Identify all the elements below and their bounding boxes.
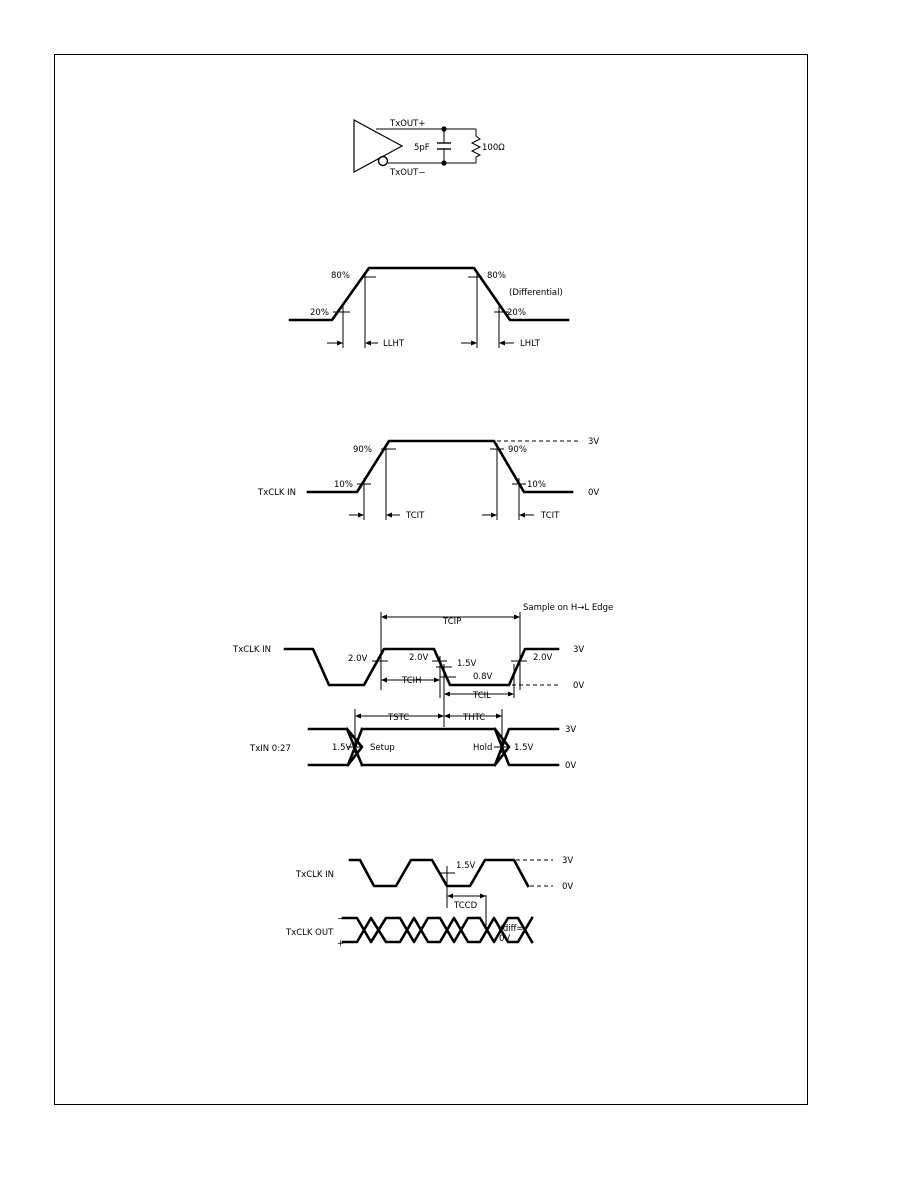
label-differential: (Differential): [509, 288, 563, 298]
label-0v: 0V: [588, 488, 600, 498]
arrowhead: [471, 341, 477, 346]
label-sample-note: Sample on H→L Edge: [523, 603, 614, 613]
label-90-left: 90%: [353, 445, 372, 455]
label-20v-a: 2.0V: [348, 654, 368, 664]
label-tcit-left: TCIT: [406, 511, 425, 521]
label-3v: 3V: [562, 856, 574, 866]
label-vdiff: Vdiff=: [497, 924, 524, 934]
label-08v: 0.8V: [473, 672, 493, 682]
label-plus: +: [337, 939, 345, 949]
label-80-right: 80%: [487, 271, 506, 281]
label-20v-c: 2.0V: [533, 653, 553, 663]
label-0v: 0V: [562, 882, 574, 892]
arrowhead: [447, 894, 453, 899]
label-0v-clk: 0V: [573, 681, 585, 691]
label-vdiff-val: 0V: [499, 934, 511, 944]
arrowhead: [386, 513, 392, 518]
txout-neg-label: TxOUT−: [390, 168, 426, 178]
arrowhead: [438, 714, 444, 719]
label-llht: LLHT: [383, 339, 405, 349]
label-minus: −: [337, 914, 345, 924]
arrowhead: [434, 678, 440, 683]
txout-pos-label: TxOUT+: [390, 119, 426, 129]
label-txin: TxIN 0:27: [250, 744, 291, 754]
label-setup: Setup: [370, 743, 395, 753]
label-20v-b: 2.0V: [409, 653, 429, 663]
label-thtc: THTC: [463, 713, 486, 723]
label-0v-data: 0V: [565, 761, 577, 771]
arrowhead: [355, 714, 361, 719]
arrowhead: [381, 615, 387, 620]
res-label: 100Ω: [482, 143, 505, 153]
arrowhead: [491, 513, 497, 518]
label-80-left: 80%: [331, 271, 350, 281]
label-15v-left: 1.5V: [332, 743, 352, 753]
label-3v-data: 3V: [565, 725, 577, 735]
label-20-right: 20%: [507, 308, 526, 318]
label-tcip: TCIP: [443, 617, 462, 627]
arrowhead: [444, 714, 450, 719]
setup-hold-diagram: [232, 603, 613, 771]
test-load-circuit: [354, 119, 505, 178]
arrowhead: [444, 692, 450, 697]
label-txclk-in: TxCLK IN: [233, 645, 272, 655]
delay-clock-in-waveform: [350, 860, 528, 886]
label-hold: Hold: [473, 743, 493, 753]
lvds-rise-fall-diagram: [290, 268, 568, 349]
label-lhlt: LHLT: [520, 339, 540, 349]
label-3v-clk: 3V: [573, 645, 585, 655]
arrowhead: [514, 615, 520, 620]
label-3v: 3V: [588, 437, 600, 447]
label-tccd: TCCD: [454, 901, 478, 911]
label-tstc: TSTC: [388, 713, 410, 723]
clock-rise-fall-diagram: [257, 437, 599, 521]
label-txclk-in: TxCLK IN: [296, 870, 335, 880]
label-10-right: 10%: [527, 480, 546, 490]
resistor-zigzag: [472, 136, 480, 157]
label-15v: 1.5V: [456, 861, 476, 871]
arrowhead: [337, 341, 343, 346]
clock-delay-diagram: [285, 856, 573, 949]
arrowhead: [508, 692, 514, 697]
label-tcit-right: TCIT: [541, 511, 560, 521]
arrowhead: [519, 513, 525, 518]
arrowhead: [480, 894, 486, 899]
label-tcl: TCIL: [473, 691, 491, 701]
arrowhead: [381, 678, 387, 683]
arrowhead: [358, 513, 364, 518]
label-20-left: 20%: [310, 308, 329, 318]
label-90-right: 90%: [508, 445, 527, 455]
arrowhead: [496, 714, 502, 719]
label-txclk-out: TxCLK OUT: [286, 928, 334, 938]
label-15v: 1.5V: [457, 659, 477, 669]
label-15v-right: 1.5V: [514, 743, 534, 753]
arrowhead: [499, 341, 505, 346]
inverter-bubble: [379, 157, 388, 166]
label-tch: TCIH: [402, 676, 422, 686]
cap-label: 5pF: [414, 143, 430, 153]
label-txclk-in: TxCLK IN: [258, 488, 297, 498]
label-10-left: 10%: [334, 480, 353, 490]
arrowhead: [365, 341, 371, 346]
